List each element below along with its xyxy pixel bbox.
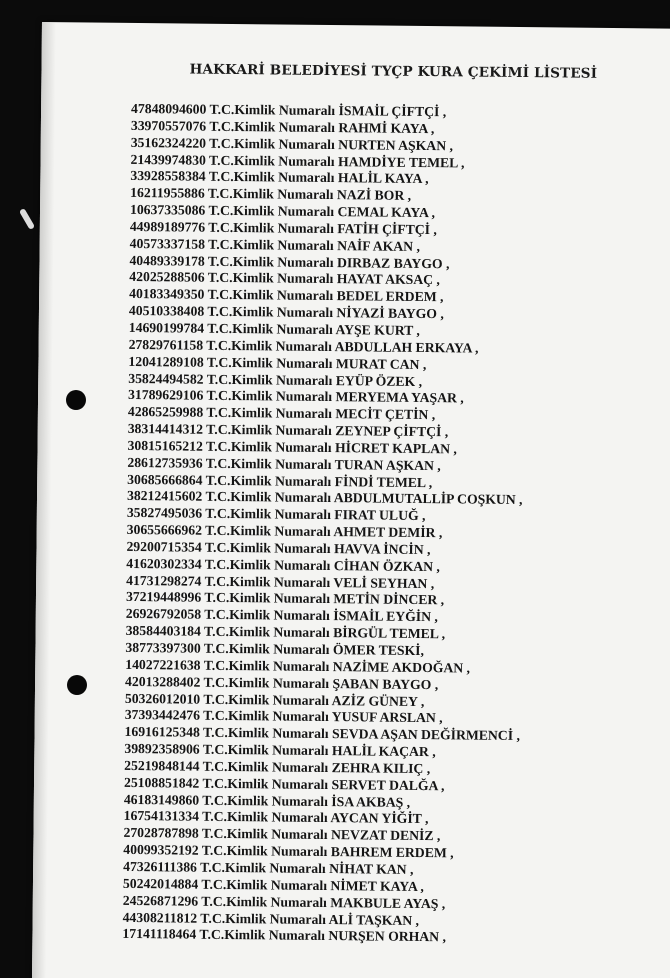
person-name: NAİF AKAN , <box>337 237 421 254</box>
id-number: 33970557076 <box>130 117 207 134</box>
punch-hole-top <box>66 390 86 410</box>
person-name: CİHAN ÖZKAN , <box>333 557 440 574</box>
document-page <box>32 22 670 978</box>
person-name: CEMAL KAYA , <box>337 204 436 221</box>
id-number: 38584403184 <box>125 623 201 639</box>
id-number: 46183149860 <box>123 791 200 808</box>
person-name: FİNDİ TEMEL , <box>334 473 433 490</box>
person-name: YUSUF ARSLAN , <box>331 709 443 726</box>
id-number: 40489339178 <box>129 252 205 269</box>
id-number: 40183349350 <box>129 286 205 302</box>
id-label: T.C.Kimlik Numaralı <box>204 556 331 573</box>
id-number: 30815165212 <box>127 437 203 454</box>
id-number: 27829761158 <box>128 336 204 353</box>
id-label: T.C.Kimlik Numaralı <box>208 219 335 236</box>
person-name: NİMET KAYA , <box>330 877 424 894</box>
id-number: 31789629106 <box>128 387 204 404</box>
person-name: NİHAT KAN , <box>329 861 414 877</box>
id-number: 50326012010 <box>124 690 201 707</box>
id-label: T.C.Kimlik Numaralı <box>202 792 329 809</box>
person-name: MURAT CAN , <box>335 355 427 372</box>
person-name: VELİ SEYHAN , <box>333 574 435 591</box>
person-name: ÖMER TESKİ, <box>332 642 425 659</box>
id-number: 44989189776 <box>129 218 206 235</box>
id-number: 47326111386 <box>123 858 198 875</box>
id-label: T.C.Kimlik Numaralı <box>206 404 333 422</box>
id-label: T.C.Kimlik Numaralı <box>208 169 335 186</box>
id-number: 37393442476 <box>124 707 201 724</box>
id-label: T.C.Kimlik Numaralı <box>204 590 331 607</box>
id-label: T.C.Kimlik Numaralı <box>208 236 334 253</box>
id-label: T.C.Kimlik Numaralı <box>202 775 329 792</box>
person-name: MECİT ÇETİN , <box>335 406 436 423</box>
id-number: 25219848144 <box>124 757 200 774</box>
id-number: 38212415602 <box>126 488 203 505</box>
id-number: 35827495036 <box>126 505 203 521</box>
id-label: T.C.Kimlik Numaralı <box>208 202 335 220</box>
person-name: NURTEN AŞKAN , <box>338 136 454 153</box>
id-label: T.C.Kimlik Numaralı <box>207 287 334 304</box>
id-label: T.C.Kimlik Numaralı <box>207 320 333 338</box>
person-name: İSMAİL EYĞİN , <box>333 608 438 625</box>
id-number: 24526871296 <box>122 892 199 909</box>
person-name: AYŞE KURT , <box>335 322 420 338</box>
person-name: ZEYNEP ÇİFTÇİ , <box>335 423 449 440</box>
person-name: TURAN AŞKAN , <box>334 456 441 473</box>
id-number: 33928558384 <box>130 168 206 185</box>
id-number: 50242014884 <box>122 875 199 892</box>
id-label: T.C.Kimlik Numaralı <box>199 927 326 944</box>
id-label: T.C.Kimlik Numaralı <box>202 741 329 759</box>
page-edge-shadow <box>32 22 56 978</box>
id-number: 42025288506 <box>129 269 205 286</box>
id-number: 41620302334 <box>126 555 202 572</box>
id-label: T.C.Kimlik Numaralı <box>207 185 334 203</box>
id-label: T.C.Kimlik Numaralı <box>204 573 331 590</box>
id-number: 44308211812 <box>122 909 198 926</box>
person-name: HAMDİYE TEMEL , <box>337 153 465 170</box>
id-number: 29200715354 <box>126 538 202 555</box>
id-label: T.C.Kimlik Numaralı <box>207 270 334 287</box>
id-number: 10637335086 <box>129 201 206 218</box>
id-number: 30655666962 <box>126 522 203 538</box>
id-number: 47848094600 <box>131 100 207 117</box>
id-label: T.C.Kimlik Numaralı <box>204 539 331 556</box>
person-name: NAZİ BOR , <box>336 187 412 204</box>
person-name: AYCAN YİĞİT , <box>330 810 429 827</box>
person-name: MERYEMA YAŞAR , <box>335 389 464 406</box>
person-name: AZİZ GÜNEY , <box>331 692 425 709</box>
person-name: SEVDA AŞAN DEĞİRMENCİ , <box>331 726 520 744</box>
id-number: 42013288402 <box>125 673 201 690</box>
id-label: T.C.Kimlik Numaralı <box>206 371 333 388</box>
punch-hole-bottom <box>67 675 87 695</box>
person-name: RAHMİ KAYA , <box>338 119 435 136</box>
id-label: T.C.Kimlik Numaralı <box>203 708 329 725</box>
id-number: 38314414312 <box>127 420 204 437</box>
id-number: 14027221638 <box>125 656 201 673</box>
id-label: T.C.Kimlik Numaralı <box>209 118 336 135</box>
person-name: ABDULMUTALLİP COŞKUN , <box>333 490 523 508</box>
id-number: 26926792058 <box>125 606 202 623</box>
id-label: T.C.Kimlik Numaralı <box>205 438 332 455</box>
id-label: T.C.Kimlik Numaralı <box>206 421 332 439</box>
id-number: 27028787898 <box>123 825 199 841</box>
id-number: 35162324220 <box>130 134 207 151</box>
id-number: 16754131334 <box>123 808 200 825</box>
id-number: 16211955886 <box>130 185 205 201</box>
id-label: T.C.Kimlik Numaralı <box>205 472 332 489</box>
id-label: T.C.Kimlik Numaralı <box>202 758 329 775</box>
person-name: ALİ TAŞKAN , <box>328 911 420 928</box>
id-number: 35824494582 <box>128 370 204 387</box>
id-label: T.C.Kimlik Numaralı <box>201 842 328 860</box>
person-name: ZEHRA KILIÇ , <box>331 759 431 777</box>
id-label: T.C.Kimlik Numaralı <box>203 640 330 658</box>
id-number: 12041289108 <box>128 353 204 370</box>
person-name: DIRBAZ BAYGO , <box>336 254 450 271</box>
person-name: METİN DİNCER , <box>333 591 445 608</box>
id-number: 40099352192 <box>123 842 199 858</box>
id-number: 41731298274 <box>126 572 202 589</box>
person-name: EYÜP ÖZEK , <box>335 372 423 389</box>
id-label: T.C.Kimlik Numaralı <box>200 910 327 927</box>
person-name: HAYAT AKSAÇ , <box>336 271 440 288</box>
id-number: 37219448996 <box>125 589 202 606</box>
id-label: T.C.Kimlik Numaralı <box>201 876 328 893</box>
id-label: T.C.Kimlik Numaralı <box>207 253 334 270</box>
id-label: T.C.Kimlik Numaralı <box>204 607 330 624</box>
id-number: 38773397300 <box>125 639 201 656</box>
person-name: İSMAİL ÇİFTÇİ , <box>338 103 447 120</box>
id-label: T.C.Kimlik Numaralı <box>202 724 329 742</box>
id-label: T.C.Kimlik Numaralı <box>202 809 328 826</box>
person-name: İSA AKBAŞ , <box>331 793 411 810</box>
id-label: T.C.Kimlik Numaralı <box>205 522 331 540</box>
person-name: HİCRET KAPLAN , <box>334 439 457 457</box>
person-name: NEVZAT DENİZ , <box>330 827 441 844</box>
id-label: T.C.Kimlik Numaralı <box>203 657 330 674</box>
id-number: 28612735936 <box>127 454 203 471</box>
person-name: AHMET DEMİR , <box>333 524 443 541</box>
person-name: BİRGÜL TEMEL , <box>333 625 446 642</box>
list-item <box>122 926 518 947</box>
id-number: 40573337158 <box>129 235 206 252</box>
id-number: 42865259988 <box>127 404 204 420</box>
id-number: 21439974830 <box>130 151 206 168</box>
id-label: T.C.Kimlik Numaralı <box>206 337 333 354</box>
id-label: T.C.Kimlik Numaralı <box>205 455 332 472</box>
person-name: NİYAZİ BAYGO , <box>336 305 444 322</box>
id-label: T.C.Kimlik Numaralı <box>203 674 330 691</box>
id-number: 39892358906 <box>124 740 200 757</box>
person-name: FATİH ÇİFTÇİ , <box>337 221 437 238</box>
id-label: T.C.Kimlik Numaralı <box>209 135 335 152</box>
person-name: FIRAT ULUĞ , <box>334 507 426 524</box>
id-label: T.C.Kimlik Numaralı <box>201 893 327 910</box>
id-number: 40510338408 <box>128 303 205 319</box>
person-name: HALİL KAYA , <box>337 170 429 187</box>
id-label: T.C.Kimlik Numaralı <box>206 388 333 405</box>
id-number: 16916125348 <box>124 724 200 740</box>
person-name: HALİL KAÇAR , <box>331 743 436 760</box>
id-label: T.C.Kimlik Numaralı <box>208 152 335 169</box>
id-number: 14690199784 <box>128 319 205 336</box>
id-label: T.C.Kimlik Numaralı <box>201 826 328 843</box>
id-label: T.C.Kimlik Numaralı <box>209 101 336 119</box>
entry-list <box>122 101 526 947</box>
id-label: T.C.Kimlik Numaralı <box>204 623 330 641</box>
id-label: T.C.Kimlik Numaralı <box>203 691 330 708</box>
id-number: 25108851842 <box>123 774 200 791</box>
id-label: T.C.Kimlik Numaralı <box>200 859 326 876</box>
person-name: BAHREM ERDEM , <box>330 844 454 861</box>
light-glare <box>19 208 35 230</box>
id-label: T.C.Kimlik Numaralı <box>206 354 333 371</box>
person-name: MAKBULE AYAŞ , <box>330 894 446 911</box>
id-label: T.C.Kimlik Numaralı <box>205 489 332 506</box>
id-number: 30685666864 <box>127 471 203 488</box>
person-name: ŞABAN BAYGO , <box>332 675 439 692</box>
document-title: HAKKARİ BELEDİYESİ TYÇP KURA ÇEKİMİ LİSTESİ <box>189 61 598 82</box>
id-number: 17141118464 <box>122 926 197 943</box>
person-name: BEDEL ERDEM , <box>336 288 444 305</box>
person-name: HAVVA İNCİN , <box>333 541 431 558</box>
id-label: T.C.Kimlik Numaralı <box>205 505 332 523</box>
person-name: SERVET DALĞA , <box>331 776 445 794</box>
person-name: NAZİME AKDOĞAN , <box>332 658 471 676</box>
id-label: T.C.Kimlik Numaralı <box>207 303 334 321</box>
person-name: NURŞEN ORHAN , <box>328 928 447 945</box>
person-name: ABDULLAH ERKAYA , <box>334 338 479 356</box>
